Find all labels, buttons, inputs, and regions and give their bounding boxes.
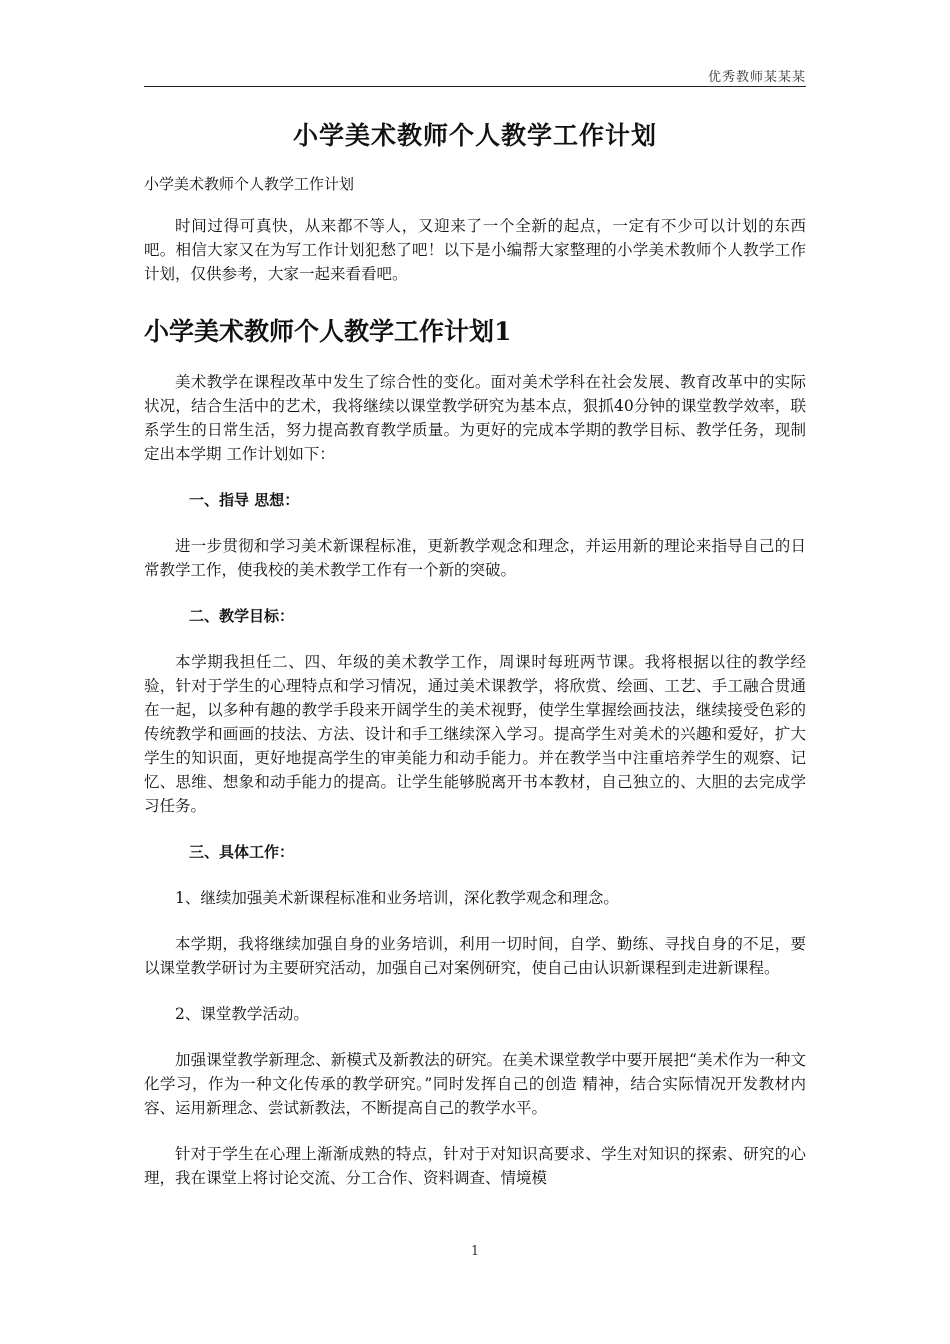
section-intro-paragraph: 美术教学在课程改革中发生了综合性的变化。面对美术学科在社会发展、教育改革中的实际状况，结合生活中的艺术，我将继续以课堂教学研究为基本点，狠抓40分钟的课堂教学效率，联系学生的日常生活，努力提高教育教学质量。为更好的完成本学期的教学目标、教学任务，现制定出本学期 工作计划如下：: [144, 373, 806, 463]
guiding-ideology-paragraph: 进一步贯彻和学习美术新课程标准，更新教学观念和理念，并运用新的理论来指导自己的日常教学工作，使我校的美术教学工作有一个新的突破。: [144, 537, 806, 579]
header-divider: [144, 86, 806, 87]
header-author: 优秀教师某某某: [707, 70, 806, 85]
document-title: 小学美术教师个人教学工作计划: [292, 121, 657, 150]
work-item-2: 2、课堂教学活动。: [175, 1005, 309, 1023]
document-subtitle: 小学美术教师个人教学工作计划: [144, 175, 355, 193]
heading-specific-work: 三、具体工作：: [189, 843, 295, 861]
training-paragraph: 本学期，我将继续加强自身的业务培训，利用一切时间，自学、勤练、寻找自身的不足，要以课堂教学研讨为主要研究活动，加强自己对案例研究，使自己由认识新课程到走进新课程。: [144, 935, 806, 977]
heading-teaching-goals: 二、教学目标：: [189, 607, 295, 625]
classroom-paragraph: 加强课堂教学新理念、新模式及新教法的研究。在美术课堂教学中要开展把“美术作为一种文化学习，作为一种文化传承的教学研究。”同时发挥自己的创造 精神，结合实际情况开发教材内容、运用新理念、尝试新教法，不断提高自己的教学水平。: [144, 1051, 806, 1117]
teaching-goals-paragraph: 本学期我担任二、四、年级的美术教学工作，周课时每班两节课。我将根据以往的教学经验，针对于学生的心理特点和学习情况，通过美术课教学，将欣赏、绘画、工艺、手工融合贯通在一起，以多种有趣的教学手段来开阔学生的美术视野，使学生掌握绘画技法，继续接受色彩的传统教学和画画的技法、方法、设计和手工继续深入学习。提高学生对美术的兴趣和爱好，扩大学生的知识面，更好地提高学生的审美能力和动手能力。并在教学当中注重培养学生的观察、记忆、思维、想象和动手能力的提高。让学生能够脱离开书本教材，自己独立的、大胆的去完成学习任务。: [144, 653, 806, 815]
section-title: 小学美术教师个人教学工作计划1: [144, 317, 512, 346]
intro-paragraph: 时间过得可真快，从来都不等人，又迎来了一个全新的起点，一定有不少可以计划的东西吧。相信大家又在为写工作计划犯愁了吧！以下是小编帮大家整理的小学美术教师个人教学工作计划，仅供参考，大家一起来看看吧。: [144, 217, 806, 283]
heading-guiding-ideology: 一、指导 思想：: [189, 491, 300, 509]
document-body: [144, 108, 806, 1190]
student-psychology-paragraph: 针对于学生在心理上渐渐成熟的特点，针对于对知识高要求、学生对知识的探索、研究的心理，我在课堂上将讨论交流、分工合作、资料调查、情境模: [144, 1145, 806, 1187]
page-number: 1: [470, 1244, 480, 1259]
work-item-1: 1、继续加强美术新课程标准和业务培训，深化教学观念和理念。: [175, 889, 619, 907]
